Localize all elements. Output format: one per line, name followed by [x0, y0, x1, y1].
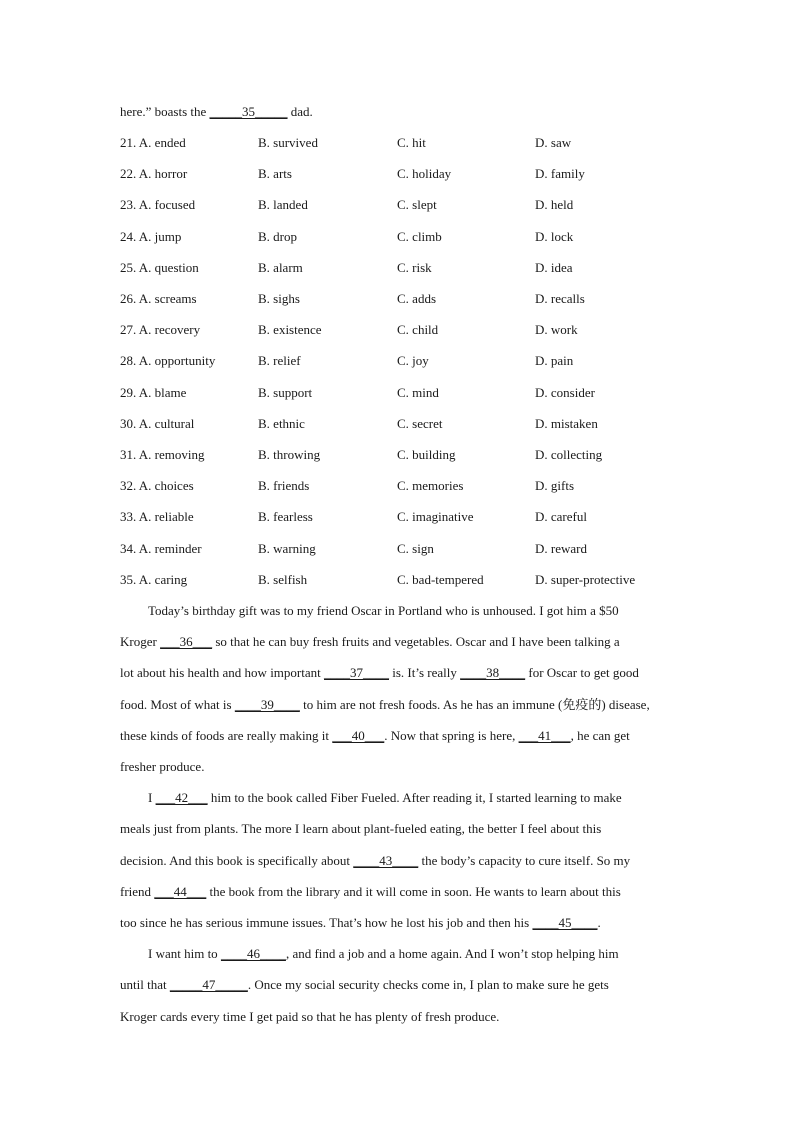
option-a: 35. A. caring: [120, 571, 188, 587]
option-b: B. relief: [258, 353, 301, 369]
option-a: 24. A. jump: [120, 228, 182, 244]
option-c: C. child: [397, 322, 439, 338]
option-c: C. secret: [397, 415, 443, 431]
answer-blank: ____43____: [353, 852, 419, 868]
question-row: [120, 478, 680, 494]
answer-blank: ___40___: [332, 727, 385, 743]
passage-text: these kinds of foods are really making it: [120, 727, 333, 743]
passage-line: [120, 665, 639, 681]
option-c: C. mind: [397, 384, 439, 400]
option-a: 32. A. choices: [120, 478, 194, 494]
passage-text: I: [148, 790, 156, 806]
option-a: 23. A. focused: [120, 197, 196, 213]
option-c: C. slept: [397, 197, 437, 213]
option-c: C. holiday: [397, 166, 452, 182]
option-d: D. pain: [535, 353, 574, 369]
passage-text: Kroger cards every time I get paid so that he has plenty of fresh produce.: [120, 1008, 500, 1024]
option-b: B. fearless: [258, 509, 313, 525]
passage-line: [120, 728, 630, 744]
option-a: 33. A. reliable: [120, 509, 194, 525]
passage-text: to him are not fresh foods. As he has an immune (免疫的) disease,: [299, 696, 650, 712]
question-row: [120, 416, 680, 432]
passage-line: [120, 759, 204, 775]
option-a: 28. A. opportunity: [120, 353, 216, 369]
option-b: B. ethnic: [258, 415, 305, 431]
passage-line: [120, 634, 620, 650]
option-a: 34. A. reminder: [120, 540, 202, 556]
option-b: B. selfish: [258, 571, 308, 587]
option-a: 27. A. recovery: [120, 322, 201, 338]
passage-text: fresher produce.: [120, 759, 205, 774]
answer-blank: ____45____: [532, 915, 598, 930]
option-b: B. landed: [258, 197, 308, 213]
passage-line: [148, 790, 622, 806]
passage-text: meals just from plants. The more I learn about plant-fueled eating, the better I feel about this: [120, 821, 602, 837]
option-d: D. consider: [535, 384, 595, 400]
question-row: [120, 447, 680, 463]
answer-blank: ____46____: [220, 946, 286, 962]
option-b: B. survived: [258, 135, 318, 150]
answer-blank: ___44___: [154, 883, 207, 899]
passage-line: [120, 821, 601, 837]
question-row: [120, 197, 680, 213]
option-b: B. support: [258, 384, 313, 400]
passage-text: lot about his health and how important: [120, 665, 324, 681]
question-row: [120, 541, 680, 557]
intro-text-after: dad.: [287, 104, 313, 119]
option-a: 22. A. horror: [120, 166, 188, 182]
answer-blank: ___36___: [160, 634, 213, 650]
passage-line: [120, 1009, 499, 1025]
option-d: D. family: [535, 166, 585, 182]
option-c: C. hit: [397, 135, 426, 150]
option-a: 25. A. question: [120, 259, 199, 275]
option-a: 29. A. blame: [120, 384, 187, 400]
option-a: 30. A. cultural: [120, 415, 195, 431]
question-row: [120, 135, 680, 151]
question-row: [120, 166, 680, 182]
passage-text: I want him to: [148, 946, 221, 962]
passage-text: the book from the library and it will come in soon. He wants to learn about this: [206, 883, 621, 899]
passage-text: . Now that spring is here,: [384, 727, 519, 743]
passage-line: [120, 977, 609, 993]
passage-line: [120, 853, 630, 869]
passage-text: decision. And this book is specifically about: [120, 852, 354, 868]
question-row: [120, 229, 680, 245]
answer-blank: ___41___: [518, 727, 571, 743]
option-d: D. idea: [535, 259, 573, 275]
passage-text: until that: [120, 977, 170, 993]
blank-35: _____35_____: [209, 104, 288, 119]
option-a: 31. A. removing: [120, 447, 205, 462]
option-b: B. friends: [258, 478, 310, 494]
option-d: D. reward: [535, 540, 587, 556]
passage-line: [120, 884, 621, 900]
question-row: [120, 385, 680, 401]
question-row: [120, 260, 680, 276]
option-b: B. sighs: [258, 291, 300, 306]
passage-text: friend: [120, 883, 155, 899]
intro-line: [120, 104, 313, 120]
option-d: D. collecting: [535, 447, 603, 462]
option-d: D. work: [535, 322, 578, 338]
option-d: D. recalls: [535, 291, 585, 306]
passage-text: . Once my social security checks come in, I plan to make sure he gets: [247, 977, 609, 993]
option-c: C. adds: [397, 291, 436, 306]
passage-line: [148, 946, 619, 962]
option-b: B. throwing: [258, 447, 321, 462]
answer-blank: ____39____: [234, 696, 300, 712]
answer-blank: ____38____: [460, 665, 526, 681]
passage-text: Kroger: [120, 634, 161, 650]
passage-line: [148, 603, 619, 619]
option-d: D. lock: [535, 228, 574, 244]
option-c: C. bad-tempered: [397, 571, 484, 587]
option-a: 26. A. screams: [120, 291, 197, 306]
passage-text: so that he can buy fresh fruits and vegetables. Oscar and I have been talking a: [212, 634, 620, 650]
question-row: [120, 291, 680, 307]
option-c: C. joy: [397, 353, 429, 369]
question-row: [120, 322, 680, 338]
passage-text: , he can get: [570, 727, 630, 743]
option-c: C. imaginative: [397, 509, 474, 525]
passage-text: , and find a job and a home again. And I won’t stop helping him: [285, 946, 619, 962]
passage-text: food. Most of what is: [120, 696, 235, 712]
option-b: B. alarm: [258, 259, 303, 275]
passage-text: him to the book called Fiber Fueled. After reading it, I started learning to make: [207, 790, 622, 806]
question-row: [120, 353, 680, 369]
option-d: D. mistaken: [535, 415, 598, 431]
passage-line: [120, 915, 601, 931]
option-c: C. sign: [397, 540, 434, 556]
option-c: C. risk: [397, 259, 432, 275]
option-b: B. arts: [258, 166, 292, 182]
option-c: C. memories: [397, 478, 464, 494]
passage-line: [120, 697, 650, 713]
passage-text: the body’s capacity to cure itself. So my: [418, 852, 631, 868]
passage-text: for Oscar to get good: [525, 665, 639, 681]
option-b: B. warning: [258, 540, 316, 556]
answer-blank: _____47_____: [169, 977, 248, 993]
option-d: D. saw: [535, 135, 572, 150]
option-b: B. existence: [258, 322, 322, 338]
option-c: C. climb: [397, 228, 442, 244]
answer-blank: ____37____: [324, 665, 389, 681]
option-a: 21. A. ended: [120, 135, 186, 150]
option-d: D. careful: [535, 509, 587, 525]
passage-text: is. It’s really: [389, 665, 461, 681]
passage-text: Today’s birthday gift was to my friend Oscar in Portland who is unhoused. I got him a $50: [148, 603, 619, 618]
option-d: D. super-protective: [535, 571, 636, 587]
option-c: C. building: [397, 447, 456, 462]
intro-text-before: here.” boasts the: [120, 104, 210, 119]
question-row: [120, 572, 680, 588]
option-d: D. gifts: [535, 478, 574, 494]
answer-blank: ___42___: [155, 790, 208, 806]
question-row: [120, 509, 680, 525]
passage-text: .: [597, 915, 601, 930]
option-b: B. drop: [258, 228, 297, 244]
option-d: D. held: [535, 197, 574, 213]
passage-text: too since he has serious immune issues. That’s how he lost his job and then his: [120, 915, 533, 930]
